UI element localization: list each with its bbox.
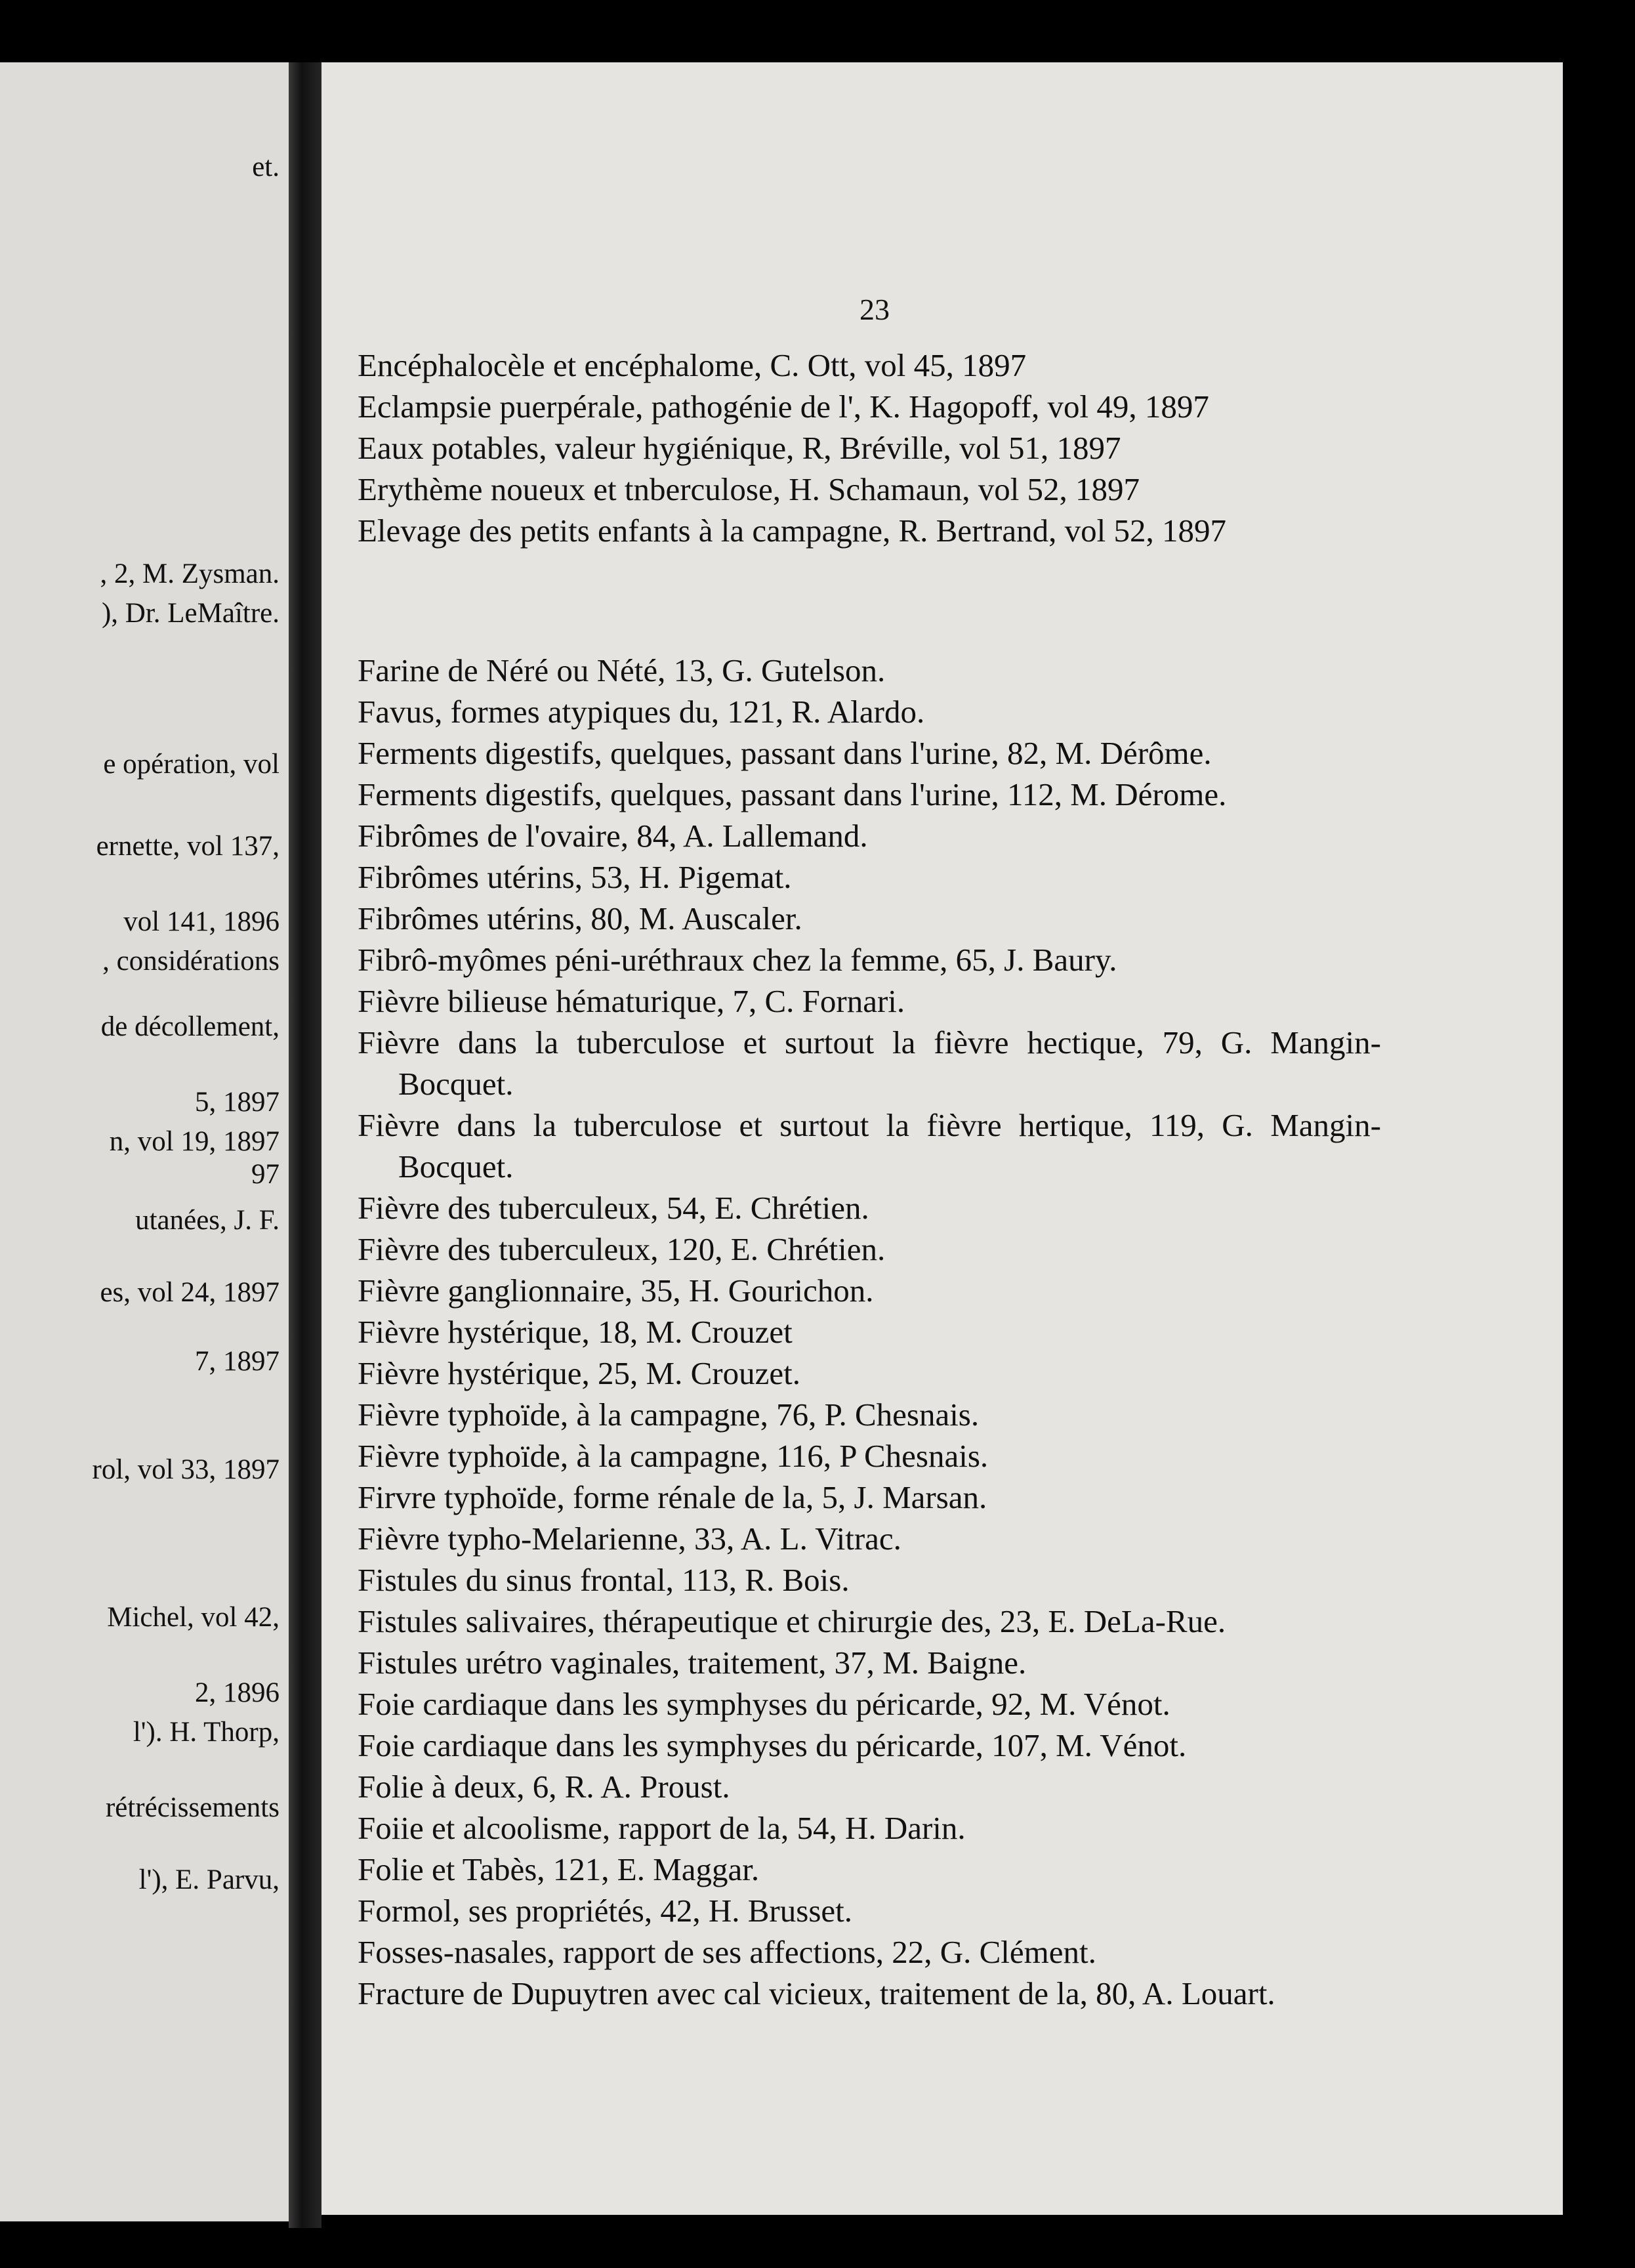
index-entry: Firvre typhoïde, forme rénale de la, 5, J. Marsan. [358, 1479, 987, 1515]
index-entry: Ferments digestifs, quelques, passant dans l'urine, 112, M. Dérome. [358, 776, 1227, 812]
index-entry: Fibrômes utérins, 80, M. Auscaler. [358, 900, 802, 936]
index-entry: Fistules du sinus frontal, 113, R. Bois. [358, 1562, 850, 1598]
index-entry: Fièvre bilieuse hématurique, 7, C. Fornari. [358, 983, 905, 1019]
left-page-fragment: rol, vol 33, 1897 [92, 1454, 279, 1485]
right-page [321, 62, 1563, 2215]
index-entry: Foiie et alcoolisme, rapport de la, 54, H. Darin. [358, 1810, 966, 1846]
index-entry: Fièvre ganglionnaire, 35, H. Gourichon. [358, 1272, 874, 1309]
left-page-fragment: ), Dr. LeMaître. [101, 598, 279, 629]
index-entry: Fièvre typhoïde, à la campagne, 116, P Chesnais. [358, 1438, 989, 1474]
left-page-fragment: ernette, vol 137, [96, 831, 279, 862]
left-page-fragment: l'). H. Thorp, [133, 1717, 279, 1748]
index-entry: Folie et Tabès, 121, E. Maggar. [358, 1851, 760, 1887]
index-entry: Eaux potables, valeur hygiénique, R, Bréville, vol 51, 1897 [358, 430, 1121, 466]
index-entry: Fibrômes de l'ovaire, 84, A. Lallemand. [358, 818, 868, 854]
index-entry: Favus, formes atypiques du, 121, R. Alardo. [358, 694, 925, 730]
left-page-fragment: , 2, M. Zysman. [100, 558, 279, 589]
index-entry: Farine de Néré ou Nété, 13, G. Gutelson. [358, 652, 886, 688]
left-page-fragment: 97 [251, 1159, 279, 1190]
left-page-fragment: 2, 1896 [195, 1677, 279, 1708]
left-page-fragment: e opération, vol [103, 749, 279, 780]
left-page-fragment: utanées, J. F. [135, 1205, 279, 1236]
index-entry: Fièvre hystérique, 18, M. Crouzet [358, 1314, 793, 1350]
left-page-fragment: Michel, vol 42, [107, 1602, 279, 1633]
index-entry: Fibrô-myômes péni-uréthraux chez la femme, 65, J. Baury. [358, 942, 1117, 978]
index-entry: Foie cardiaque dans les symphyses du péricarde, 92, M. Vénot. [358, 1686, 1170, 1722]
left-page-fragment: , considérations [102, 946, 279, 976]
left-page-fragment: vol 141, 1896 [123, 906, 279, 937]
page-number: 23 [859, 293, 890, 326]
left-page-fragment: de décollement, [100, 1011, 279, 1042]
index-entry: Fosses-nasales, rapport de ses affections, 22, G. Clément. [358, 1934, 1096, 1970]
index-entries [358, 345, 1381, 2014]
index-entry: Formol, ses propriétés, 42, H. Brusset. [358, 1893, 852, 1929]
index-entry: Fièvre typhoïde, à la campagne, 76, P. Chesnais. [358, 1396, 980, 1433]
left-page-fragment: es, vol 24, 1897 [100, 1277, 279, 1308]
index-entry: Ferments digestifs, quelques, passant dans l'urine, 82, M. Dérôme. [358, 735, 1212, 771]
index-entry: Fièvre dans la tuberculose et surtout la fièvre hertique, 119, G. Mangin-Bocquet. [358, 1107, 1381, 1185]
index-entry: Folie à deux, 6, R. A. Proust. [358, 1769, 730, 1805]
left-page-fragment: et. [252, 152, 279, 182]
left-page-fragment: n, vol 19, 1897 [109, 1126, 279, 1157]
index-entry: Elevage des petits enfants à la campagne, R. Bertrand, vol 52, 1897 [358, 513, 1226, 549]
index-entry: Fièvre des tuberculeux, 54, E. Chrétien. [358, 1190, 869, 1226]
index-entry: Fièvre des tuberculeux, 120, E. Chrétien. [358, 1231, 886, 1267]
left-page-fragment: 7, 1897 [195, 1346, 279, 1377]
left-page [0, 62, 289, 2221]
index-entry: Fibrômes utérins, 53, H. Pigemat. [358, 859, 792, 895]
index-entry: Fièvre typho-Melarienne, 33, A. L. Vitrac. [358, 1521, 901, 1557]
index-entry: Encéphalocèle et encéphalome, C. Ott, vol 45, 1897 [358, 347, 1027, 383]
index-entry: Fièvre hystérique, 25, M. Crouzet. [358, 1355, 800, 1391]
left-page-fragment: 5, 1897 [195, 1087, 279, 1118]
index-entry: Eclampsie puerpérale, pathogénie de l', K. Hagopoff, vol 49, 1897 [358, 388, 1209, 425]
book-spine [289, 62, 321, 2228]
index-entry: Foie cardiaque dans les symphyses du péricarde, 107, M. Vénot. [358, 1727, 1187, 1763]
left-page-fragment: rétrécissements [105, 1792, 279, 1823]
left-page-fragment: l'), E. Parvu, [138, 1864, 279, 1895]
index-entry: Fièvre dans la tuberculose et surtout la fièvre hectique, 79, G. Mangin-Bocquet. [358, 1024, 1381, 1102]
index-entry: Erythème noueux et tnberculose, H. Schamaun, vol 52, 1897 [358, 471, 1140, 507]
index-entry: Fracture de Dupuytren avec cal vicieux, traitement de la, 80, A. Louart. [358, 1975, 1275, 2011]
index-entry: Fistules salivaires, thérapeutique et chirurgie des, 23, E. DeLa-Rue. [358, 1603, 1226, 1639]
index-entry: Fistules urétro vaginales, traitement, 37, M. Baigne. [358, 1645, 1027, 1681]
